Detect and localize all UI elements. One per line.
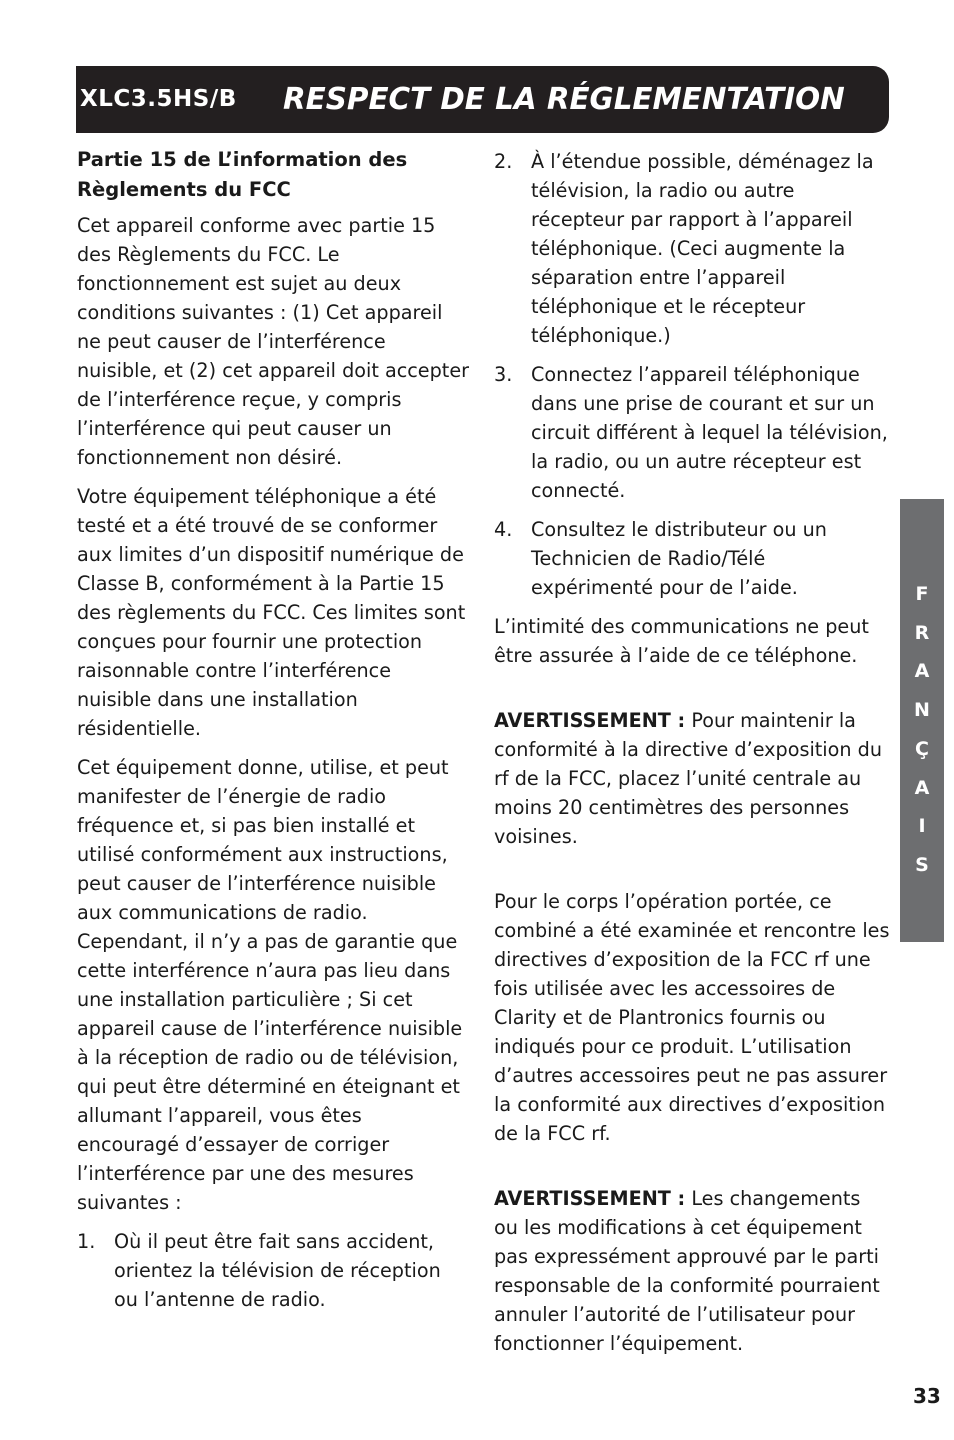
list-item: [494, 147, 890, 350]
tab-letter: A: [914, 660, 930, 683]
spacer: [494, 861, 890, 887]
list-text: Consultez le distributeur ou un Technicien de Radio/Télé expérimenté pour de l’aide.: [531, 518, 827, 599]
tab-letter: I: [918, 815, 926, 838]
warning-text: Pour maintenir la conformité à la directive d’exposition du rf de la FCC, placez l’unité centrale au moins 20 centimètres des personnes voisines.: [494, 709, 882, 848]
warning-label: AVERTISSEMENT :: [494, 1187, 686, 1210]
list-number: 4.: [494, 518, 513, 541]
right-column: [494, 147, 890, 1368]
measures-list-continued: [494, 147, 890, 602]
model-number: XLC3.5HS/B: [80, 86, 237, 112]
list-item: [494, 515, 890, 602]
list-item: [494, 360, 890, 505]
list-item: [77, 1227, 469, 1314]
spacer: [494, 680, 890, 706]
list-text: À l’étendue possible, déménagez la télévision, la radio ou autre récepteur par rapport à l’appareil téléphonique. (Ceci augmente la séparation entre l’appareil téléphonique et le récepteur téléphonique.): [531, 150, 874, 347]
warning-modifications: [494, 1184, 890, 1358]
paragraph-privacy: L’intimité des communications ne peut être assurée à l’aide de ce téléphone.: [494, 615, 869, 667]
paragraph-class-b: Votre équipement téléphonique a été testé et a été trouvé de se conformer aux limites d’un dispositif numérique de Classe B, conformément à la Partie 15 des règlements du FCC. Ces limites sont conçues pour fournir une protection raisonnable contre l’interférence nuisible dans une installation résidentielle.: [77, 485, 466, 740]
paragraph-interference: Cet équipement donne, utilise, et peut manifester de l’énergie de radio fréquence et, si pas bien installé et utilisé conformément aux instructions, peut causer de l’interférence nuisible aux communications de radio. Cependant, il n’y a pas de garantie que cette interférence n’aura pas lieu dans une installation particulière ; Si cet appareil cause de l’interférence nuisible à la réception de radio ou de télévision, qui peut être déterminé en éteignant et allumant l’appareil, vous êtes encouragé d’essayer de corriger l’interférence par une des mesures suivantes :: [77, 756, 463, 1214]
measures-list: [77, 1227, 469, 1314]
list-number: 2.: [494, 150, 513, 173]
paragraph-body-worn: Pour le corps l’opération portée, ce combiné a été examinée et rencontre les directives d’exposition de la FCC rf une fois utilisée avec les accessoires de Clarity et de Plantronics fournis ou indiqués pour ce produit. L’utilisation d’autres accessoires peut ne pas assurer la conformité aux directives d’exposition de la FCC rf.: [494, 890, 890, 1145]
page-title: RESPECT DE LA RÉGLEMENTATION: [283, 82, 845, 117]
left-column: [77, 145, 469, 1324]
warning-label: AVERTISSEMENT :: [494, 709, 686, 732]
page-number: 33: [913, 1384, 941, 1408]
tab-letter: A: [914, 776, 930, 799]
warning-text: Les changements ou les modifications à cet équipement pas expressément approuvé par le parti responsable de la conformité pourraient annuler l’autorité de l’utilisateur pour fonctionner l’équipement.: [494, 1187, 880, 1355]
spacer: [494, 1158, 890, 1184]
warning-rf-exposure: [494, 706, 890, 851]
paragraph-conformity: Cet appareil conforme avec partie 15 des Règlements du FCC. Le fonctionnement est sujet au deux conditions suivantes : (1) Cet appareil ne peut causer de l’interférence nuisible, et (2) cet appareil doit accepter de l’interférence reçue, y compris l’interférence qui peut causer un fonctionnement non désiré.: [77, 214, 470, 469]
list-text: Connectez l’appareil téléphonique dans une prise de courant et sur un circuit différent à lequel la télévision, la radio, ou un autre récepteur est connecté.: [531, 363, 888, 502]
list-number: 1.: [77, 1230, 96, 1253]
section-heading: Partie 15 de L’information des Règlements du FCC: [77, 148, 408, 201]
tab-letter: S: [915, 853, 929, 876]
tab-letter: F: [915, 583, 929, 605]
tab-letter: R: [914, 621, 930, 644]
list-number: 3.: [494, 363, 513, 386]
list-text: Où il peut être fait sans accident, orientez la télévision de réception ou l’antenne de radio.: [114, 1230, 441, 1311]
tab-letter: N: [914, 699, 930, 722]
tab-letter: Ç: [915, 737, 929, 760]
language-tab-letters: [900, 575, 944, 885]
